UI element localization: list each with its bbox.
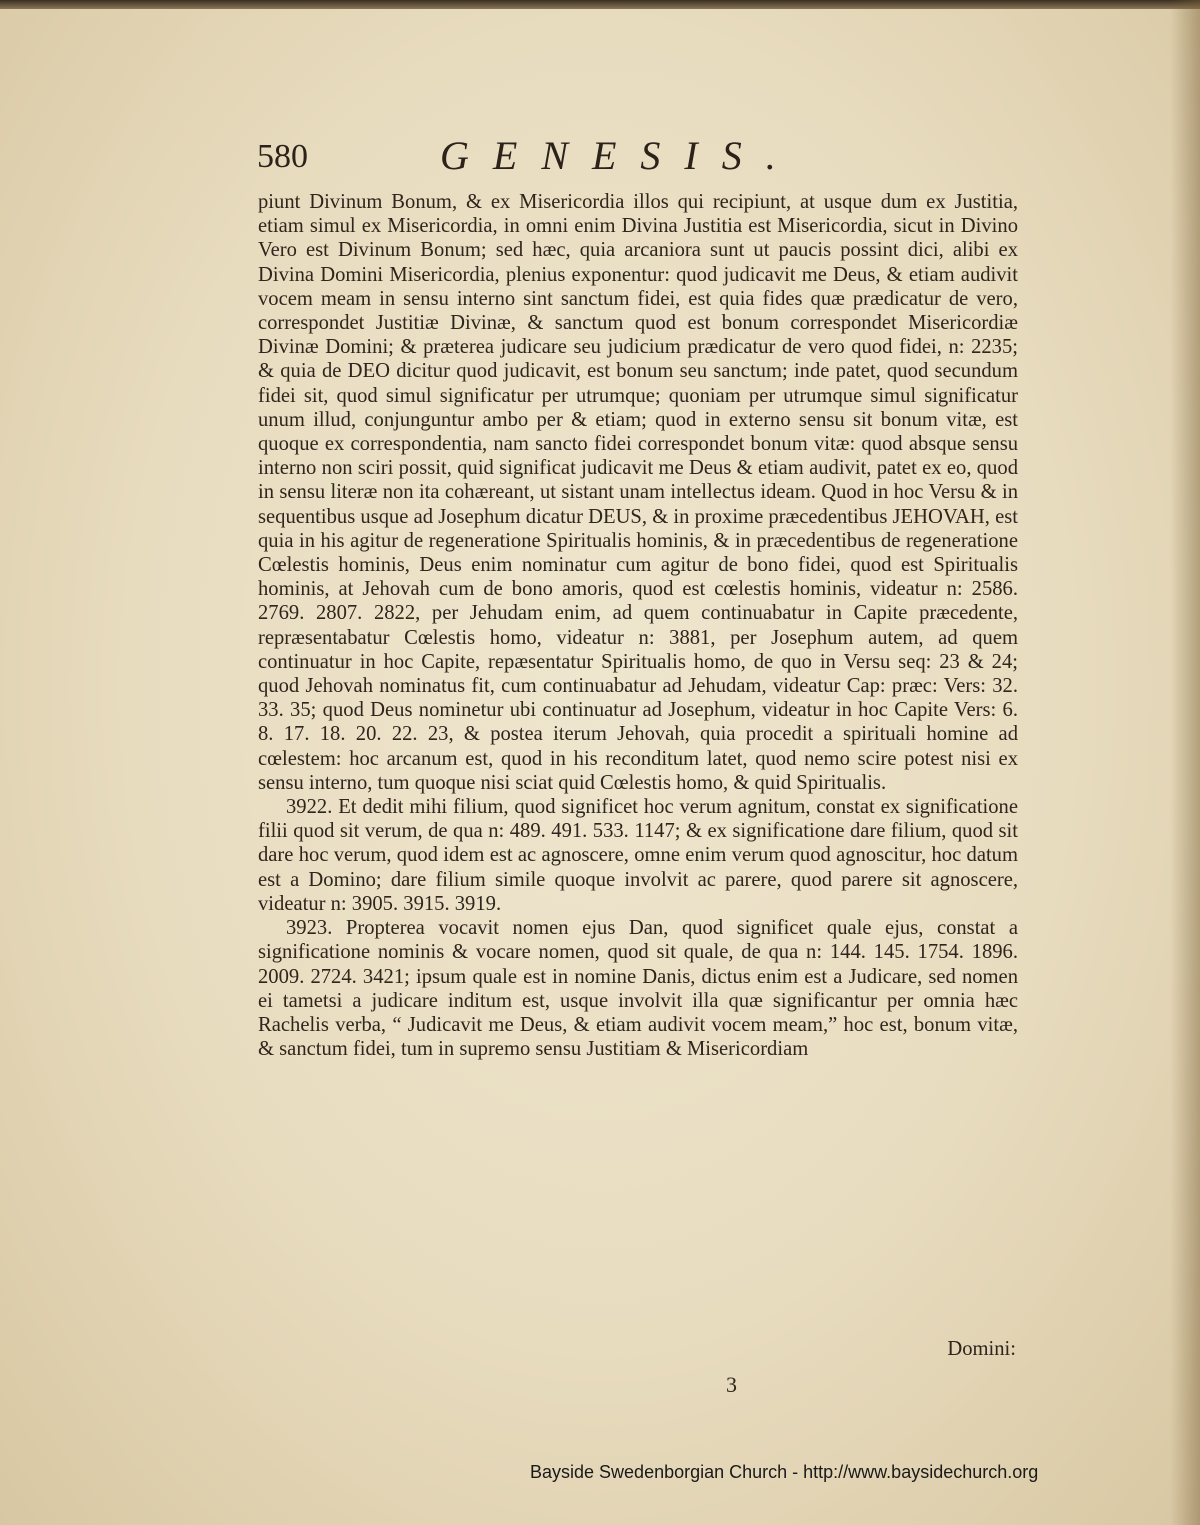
page-number: 580 [257, 138, 308, 175]
signature-mark: 3 [726, 1372, 737, 1397]
paragraph-3922: 3922. Et dedit mihi filium, quod significet hoc verum agnitum, constat ex significatione filii quod sit verum, de qua n: 489. 491. 533. 1147; & ex significatione dare filium, quod sit dare hoc verum, quod idem est ac agnoscere, omne enim verum quod agnoscitur, hoc datum est a Domino; dare filium simile quoque involvit ac parere, quod parere sit agnoscere, videatur n: 3905. 3915. 3919. [258, 796, 1018, 915]
paragraph-continuation: piunt Divinum Bonum, & ex Misericordia illos qui recipiunt, at usque dum ex Justitia, etiam simul ex Misericordia, in omni enim Divina Justitia est Misericordia, sicut in Divino Vero est Divinum Bonum; sed hæc, quia arcaniora sunt ut paucis possint dici, alibi ex Divina Domini Misericordia, plenius exponentur: quod judicavit me Deus, & etiam audivit vocem meam in sensu interno sint sanctum fidei, est quia fides quæ prædicatur de vero, correspondet Justitiæ Divinæ, & sanctum quod est bonum correspondet Misericordiæ Divinæ Domini; & præterea judicare seu judicium prædicatur de vero quod fidei, n: 2235; & quia de DEO dicitur quod judicavit, est bonum seu sanctum; inde patet, quod secundum fidei sit, quod simul significatur per utrumque; quoniam per utrumque simul significatur unum illud, conjunguntur ambo per & etiam; quod in externo sensu sit bonum vitæ, est quoque ex correspondentia, nam sancto fidei correspondet bonum vitæ: quod absque sensu interno non sciri possit, quid significat judicavit me Deus & etiam audivit, patet ex eo, quod in sensu literæ non ita cohæreant, ut sistant unam intellectus ideam. Quod in hoc Versu & in sequentibus usque ad Josephum dicatur DEUS, & in proxime præcedentibus JEHOVAH, est quia in his agitur de regeneratione Spiritualis hominis, & in præcedentibus de regeneratione Cœlestis hominis, Deus enim nominatur cum agitur de bono fidei, quod est Spiritualis hominis, at Jehovah cum de bono amoris, quod est cœlestis hominis, videatur n: 2586. 2769. 2807. 2822, per Jehudam enim, ad quem continuabatur in Capite præcedente, repræsentabatur Cœlestis homo, videatur n: 3881, per Josephum autem, ad quem continuatur in hoc Capite, repæsentatur Spiritualis homo, de quo in Versu seq: 23 & 24; quod Jehovah nominatus fit, cum continuabatur ad Jehudam, videatur Cap: præc: Vers: 32. 33. 35; quod Deus nominetur ubi continuatur ad Josephum, videatur in hoc Capite Vers: 6. 8. 17. 18. 20. 22. 23, & postea iterum Jehovah, quia procedit a spirituali homine ad cœlestem: hoc arcanum est, quod in his reconditum latet, quod nemo scire potest nisi ex sensu interno, tum quoque nisi sciat quid Cœlestis homo, & quid Spiritualis. [258, 191, 1018, 794]
catchword: Domini: [947, 1338, 1016, 1360]
page-top-edge [0, 0, 1200, 9]
body-text [258, 190, 1018, 1061]
page-right-shadow [1170, 0, 1200, 1525]
paragraph-3923: 3923. Propterea vocavit nomen ejus Dan, quod significet quale ejus, constat a significatione nominis & vocare nomen, quod sit quale, de qua n: 144. 145. 1754. 1896. 2009. 2724. 3421; ipsum quale est in nomine Danis, dictus enim est a Judicare, sed nomen ei tametsi a judicare inditum est, usque involvit illa quæ significantur per omnia hæc Rachelis verba, “ Judicavit me Deus, & etiam audivit vocem meam,” hoc est, bonum vitæ, & sanctum fidei, tum in supremo sensu Justitiam & Misericordiam [258, 917, 1018, 1061]
source-watermark: Bayside Swedenborgian Church - http://www.baysidechurch.org [530, 1462, 1039, 1482]
running-head: GENESIS. [440, 133, 800, 178]
